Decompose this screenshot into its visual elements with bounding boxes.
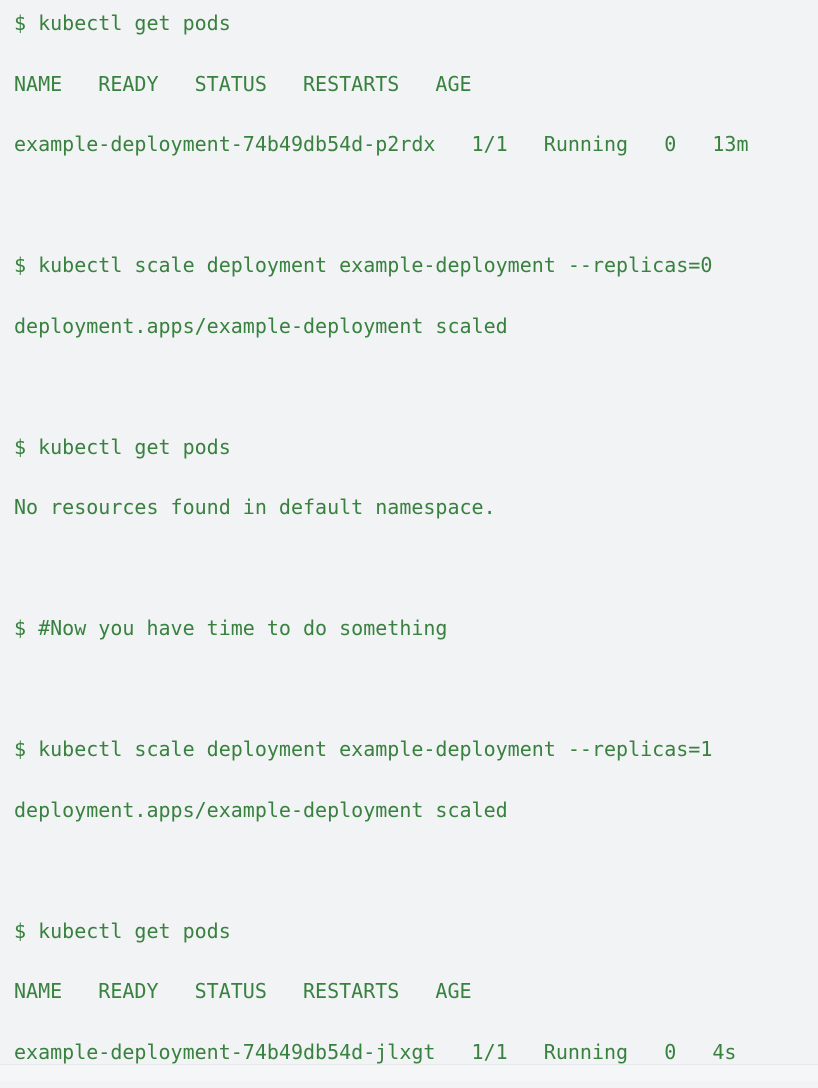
terminal-line-blank (14, 356, 808, 417)
terminal-line-output: example-deployment-74b49db54d-jlxgt 1/1 Running 0 4s (14, 1039, 737, 1064)
terminal-line-blank (14, 175, 808, 236)
terminal-line-output: NAME READY STATUS RESTARTS AGE (14, 979, 472, 1003)
terminal-line-blank (14, 840, 808, 901)
terminal-line-output: No resources found in default namespace. (14, 495, 496, 519)
terminal-line-command: $ kubectl get pods (14, 11, 231, 35)
terminal-line-command: $ kubectl get pods (14, 918, 231, 943)
terminal-line-blank (14, 659, 808, 720)
terminal-line-blank (14, 538, 808, 599)
terminal-line-command: $ kubectl get pods (14, 434, 231, 459)
terminal-line-command: $ kubectl scale deployment example-deployment --replicas=0 (14, 253, 713, 277)
terminal-line-command: $ kubectl scale deployment example-deployment --replicas=1 (14, 737, 713, 761)
terminal-line-output: NAME READY STATUS RESTARTS AGE (14, 71, 472, 96)
terminal-bottom-edge (0, 1064, 818, 1081)
terminal-line-output: deployment.apps/example-deployment scaled (14, 797, 508, 822)
terminal-line-output: example-deployment-74b49db54d-p2rdx 1/1 Running 0 13m (14, 132, 749, 156)
terminal-line-comment: $ #Now you have time to do something (14, 616, 448, 640)
terminal-line-output: deployment.apps/example-deployment scaled (14, 313, 508, 338)
